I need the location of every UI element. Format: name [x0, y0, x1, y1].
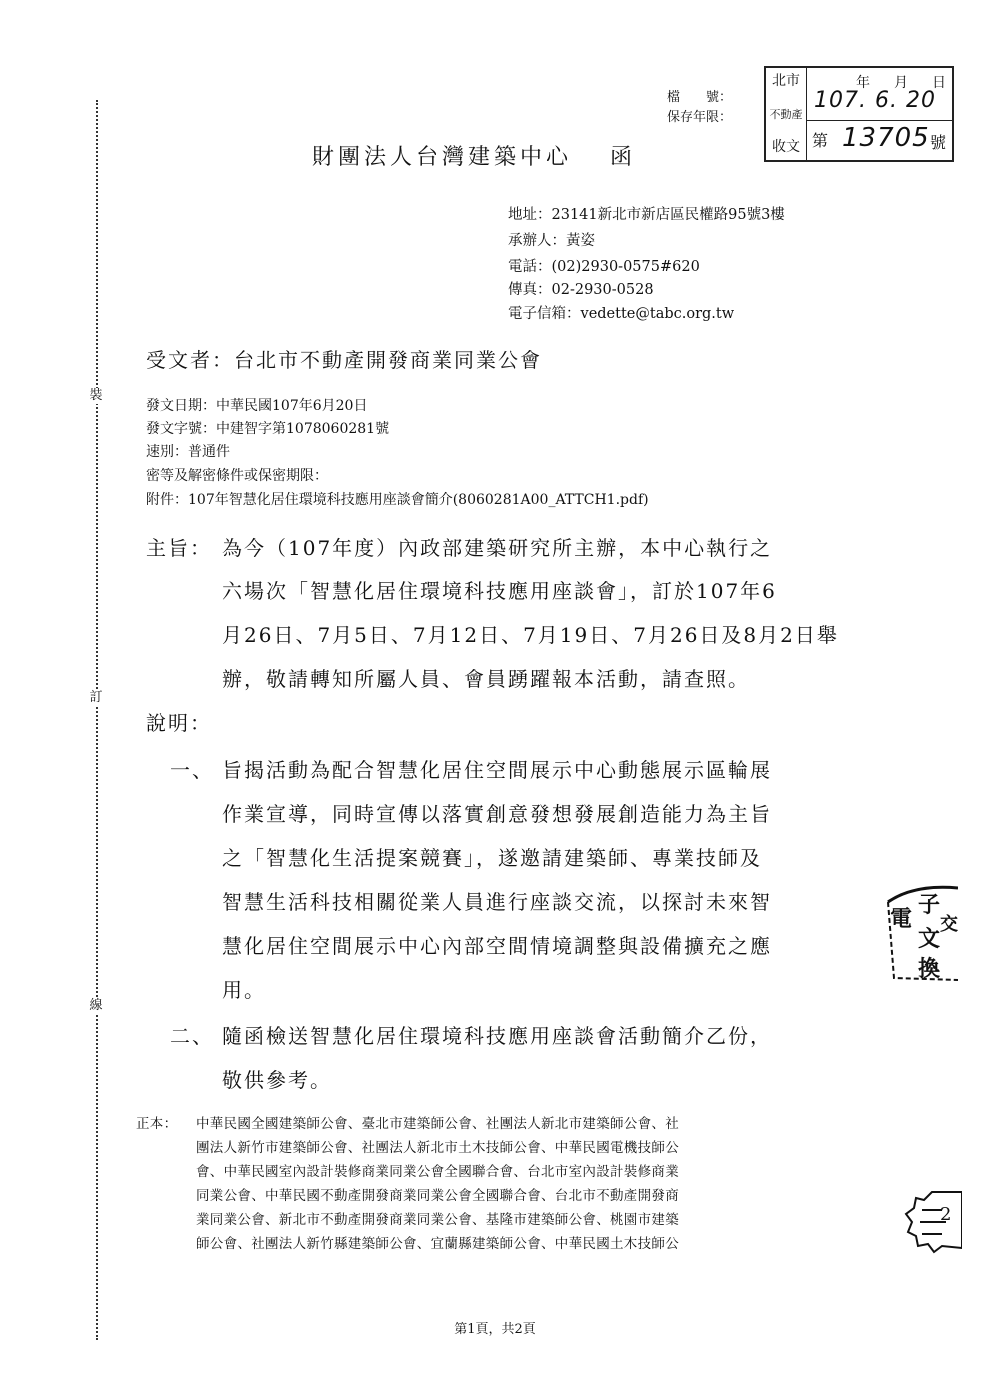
stamp-dept: 不動產	[769, 108, 803, 121]
explanation-item2-line-1: 隨函檢送智慧化居住環境科技應用座談會活動簡介乙份，	[222, 1024, 772, 1048]
cc-line-4: 同業公會、中華民國不動產開發商業同業公會全國聯合會、台北市不動產開發商	[196, 1188, 679, 1204]
contact-fax: 傳真：02-2930-0528	[508, 282, 654, 298]
cc-line-2: 團法人新竹市建築師公會、社團法人新北市土木技師公會、中華民國電機技師公	[196, 1140, 679, 1156]
stamp-no-prefix: 第	[812, 131, 829, 150]
security-level: 密等及解密條件或保密期限：	[146, 468, 328, 484]
stamp-day-unit: 日	[932, 75, 946, 91]
archive-info	[667, 88, 732, 128]
retention-label: 保存年限：	[666, 110, 732, 125]
e-exchange-seal	[884, 882, 958, 982]
explanation-item1-line-5: 慧化居住空間展示中心內部空間情境調整與設備擴充之應	[222, 934, 772, 958]
cc-line-6: 師公會、社團法人新竹縣建築師公會、宜蘭縣建築師公會、中華民國土木技師公	[196, 1236, 679, 1252]
recipient: 受文者：台北市不動產開發商業同業公會	[146, 348, 542, 372]
stamp-no-value: 13705	[842, 123, 930, 153]
subject-line-3: 月26日、7月5日、7月12日、7月19日、7月26日及8月2日舉	[222, 623, 839, 647]
cc-line-3: 會、中華民國室內設計裝修商業同業公會全國聯合會、台北市室內設計裝修商業	[196, 1164, 679, 1180]
binding-line	[96, 100, 98, 1340]
issue-date: 發文日期：中華民國107年6月20日	[146, 398, 368, 414]
stamp-label-column	[766, 68, 807, 160]
explanation-item1-number: 一、	[170, 758, 214, 782]
cc-line-5: 業同業公會、新北市不動產開發商業同業公會、基隆市建築師公會、桃園市建築	[196, 1212, 679, 1228]
attachment: 附件：107年智慧化居住環境科技應用座談會簡介(8060281A00_ATTCH1.pdf)	[146, 492, 649, 508]
speed-class: 速別：普通件	[146, 444, 230, 460]
page-footer: 第1頁，共2頁	[454, 1322, 536, 1337]
file-number-label: 檔 號：	[666, 90, 732, 105]
subject-line-2: 六場次「智慧化居住環境科技應用座談會」，訂於107年6	[222, 579, 777, 603]
explanation-item1-line-6: 用。	[222, 978, 266, 1002]
explanation-item1-line-3: 之「智慧化生活提案競賽」，遂邀請建築師、專業技師及	[222, 846, 762, 870]
edge-page-mark: 2	[940, 1204, 952, 1225]
contact-email: 電子信箱：vedette@tabc.org.tw	[508, 306, 735, 322]
stamp-city: 北市	[772, 73, 800, 89]
seal-char-2: 子	[918, 892, 941, 918]
explanation-item1-line-1: 旨揭活動為配合智慧化居住空間展示中心動態展示區輪展	[222, 758, 772, 782]
binding-mark-xian: 線	[86, 998, 106, 1014]
subject-line-1: 為今（107年度）內政部建築研究所主辦，本中心執行之	[222, 536, 773, 560]
doc-type: 函	[610, 145, 637, 170]
contact-phone: 電話：(02)2930-0575#620	[508, 259, 700, 275]
document-title	[312, 140, 636, 171]
cc-line-1: 中華民國全國建築師公會、臺北市建築師公會、社團法人新北市建築師公會、社	[196, 1116, 679, 1132]
org-name: 財團法人台灣建築中心	[312, 145, 573, 170]
stamp-date-value: 107. 6. 20	[814, 88, 936, 113]
seal-char-4: 交	[940, 914, 958, 935]
seal-char-1: 電	[890, 906, 913, 932]
explanation-item2-number: 二、	[170, 1024, 214, 1048]
subject-line-4: 辦，敬請轉知所屬人員、會員踴躍報本活動，請查照。	[222, 667, 750, 691]
explanation-item1-line-4: 智慧生活科技相關從業人員進行座談交流，以探討未來智	[222, 890, 772, 914]
contact-handler: 承辦人：黃姿	[508, 233, 595, 249]
binding-mark-zhuang: 裝	[86, 388, 106, 404]
binding-mark-ding: 訂	[86, 690, 106, 706]
page-overlap-seal	[902, 1186, 962, 1256]
contact-address: 地址：23141新北市新店區民權路95號3樓	[508, 207, 785, 223]
stamp-divider	[806, 120, 952, 121]
seal-char-5: 換	[918, 956, 941, 982]
explanation-item1-line-2: 作業宣導，同時宣傳以落實創意發想發展創造能力為主旨	[222, 802, 772, 826]
subject-label: 主旨：	[146, 536, 212, 560]
stamp-no-suffix: 號	[930, 133, 947, 152]
explanation-item2-line-2: 敬供參考。	[222, 1068, 332, 1092]
explanation-label: 說明：	[146, 711, 212, 735]
stamp-year-unit: 年	[856, 75, 870, 91]
issue-number: 發文字號：中建智字第1078060281號	[146, 421, 390, 437]
cc-label: 正本：	[136, 1116, 178, 1132]
stamp-month-unit: 月	[894, 75, 908, 91]
seal-char-3: 文	[918, 926, 941, 952]
stamp-receive: 收文	[772, 139, 800, 155]
receipt-stamp	[764, 66, 954, 162]
